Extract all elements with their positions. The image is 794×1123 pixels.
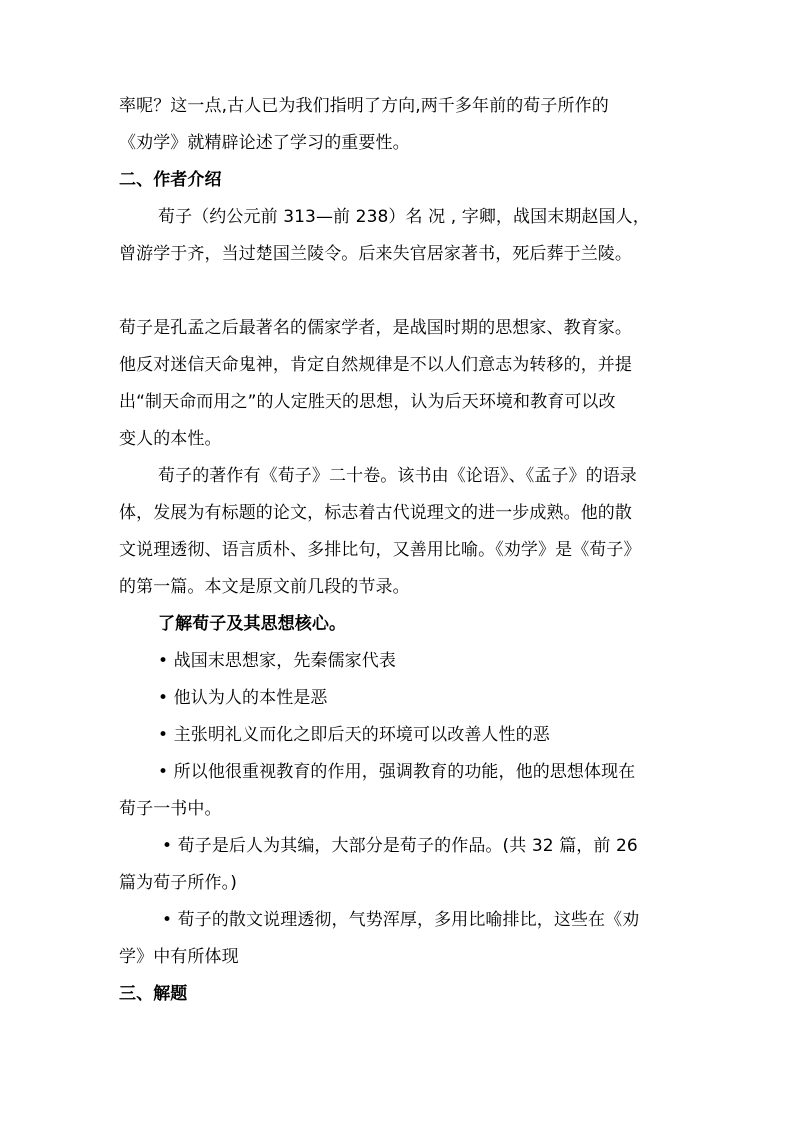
section-heading-author: 二、作者介绍 <box>119 170 222 190</box>
subheading-core-thought: 了解荀子及其思想核心。 <box>158 614 347 634</box>
bullet-item: • 荀子是后人为其编，大部分是荀子的作品。(共 32 篇，前 26 <box>162 836 638 856</box>
text-line: 荀子（约公元前 313—前 238）名 况 , 字卿，战国末期赵国人， <box>158 207 650 227</box>
text-line: 文说理透彻、语言质朴、多排比句，又善用比喻。《劝学》是《荀子》 <box>119 540 641 560</box>
bullet-item: • 荀子的散文说理透彻，气势浑厚，多用比喻排比，这些在《劝 <box>162 910 640 930</box>
bullet-item: • 主张明礼义而化之即后天的环境可以改善人性的恶 <box>158 725 550 745</box>
text-line: 率呢？这一点,古人已为我们指明了方向,两千多年前的荀子所作的 <box>119 96 609 116</box>
bullet-item: • 所以他很重视教育的作用，强调教育的功能，他的思想体现在 <box>158 762 636 782</box>
bullet-item: • 他认为人的本性是恶 <box>158 688 328 708</box>
bullet-continuation: 篇为荀子所作。) <box>119 873 237 893</box>
text-line: 他反对迷信天命鬼神，肯定自然规律是不以人们意志为转移的，并提 <box>119 355 632 375</box>
text-line: 体，发展为有标题的论文，标志着古代说理文的进一步成熟。他的散 <box>119 503 632 523</box>
bullet-continuation: 荀子一书中。 <box>119 799 222 819</box>
section-heading-title-explanation: 三、解题 <box>119 984 188 1004</box>
text-line: 的第一篇。本文是原文前几段的节录。 <box>119 577 410 597</box>
text-line: 变人的本性。 <box>119 429 222 449</box>
text-line: 《劝学》就精辟论述了学习的重要性。 <box>119 133 410 153</box>
text-line: 曾游学于齐，当过楚国兰陵令。后来失官居家著书，死后葬于兰陵。 <box>119 244 632 264</box>
bullet-item: • 战国末思想家，先秦儒家代表 <box>158 651 396 671</box>
text-line: 出“制天命而用之”的人定胜天的思想，认为后天环境和教育可以改 <box>119 392 616 412</box>
bullet-continuation: 学》中有所体现 <box>119 947 239 967</box>
text-line: 荀子是孔孟之后最著名的儒家学者，是战国时期的思想家、教育家。 <box>119 318 632 338</box>
text-line: 荀子的著作有《荀子》二十卷。该书由《论语》、《孟子》的语录 <box>158 466 637 486</box>
